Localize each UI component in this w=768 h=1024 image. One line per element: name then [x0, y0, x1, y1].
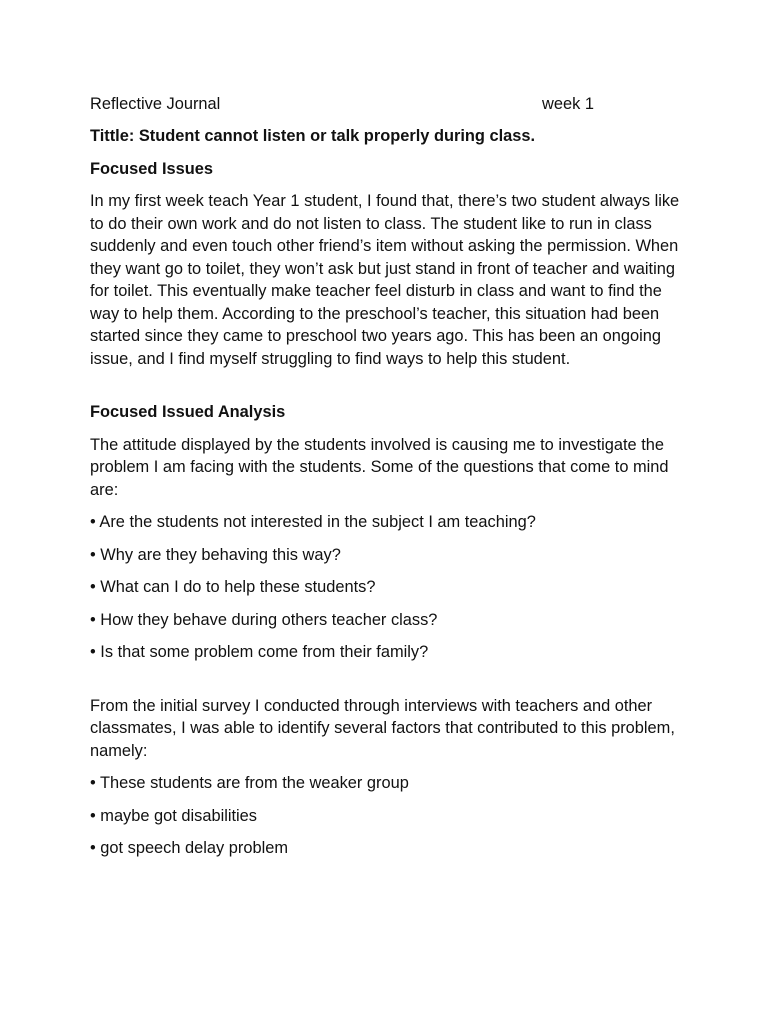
focused-issues-paragraph: In my first week teach Year 1 student, I found that, there’s two student always like to do their own work and do not listen to class. The student like to run in class suddenly and even touch other friend’s item without asking the permission. When they want go to toilet, they won’t ask but just stand in front of teacher and waiting for toilet. This eventually make teacher feel disturb in class and want to find the way to help them. According to the preschool’s teacher, this situation had been started since they came to preschool two years ago. This has been an ongoing issue, and I find myself struggling to find ways to help this student.: [90, 192, 680, 368]
section-heading-analysis: Focused Issued Analysis: [90, 403, 286, 421]
survey-paragraph: From the initial survey I conducted through interviews with teachers and other classmates, I was able to identify several factors that contributed to this problem, namely:: [90, 696, 675, 760]
journal-label: Reflective Journal: [90, 95, 221, 113]
questions-list: [90, 511, 690, 664]
analysis-paragraph: The attitude displayed by the students involved is causing me to investigate the problem I am facing with the students. Some of the questions that come to mind are:: [90, 435, 669, 499]
list-item: • maybe got disabilities: [90, 806, 257, 825]
document-title: Tittle: Student cannot listen or talk properly during class.: [90, 127, 536, 145]
list-item: • These students are from the weaker group: [90, 774, 409, 792]
blank-line: [90, 380, 690, 401]
blank-line: [90, 674, 690, 695]
section-heading-focused-issues: Focused Issues: [90, 159, 213, 178]
list-item: • Are the students not interested in the subject I am teaching?: [90, 513, 536, 531]
week-label: week 1: [542, 95, 594, 113]
document-header: [90, 93, 690, 115]
list-item: • What can I do to help these students?: [90, 578, 376, 596]
document-content: [90, 93, 690, 870]
list-item: • got speech delay problem: [90, 839, 288, 857]
list-item: • How they behave during others teacher class?: [90, 610, 438, 629]
list-item: • Why are they behaving this way?: [90, 545, 341, 564]
list-item: • Is that some problem come from their family?: [90, 643, 429, 661]
factors-list: [90, 772, 690, 860]
